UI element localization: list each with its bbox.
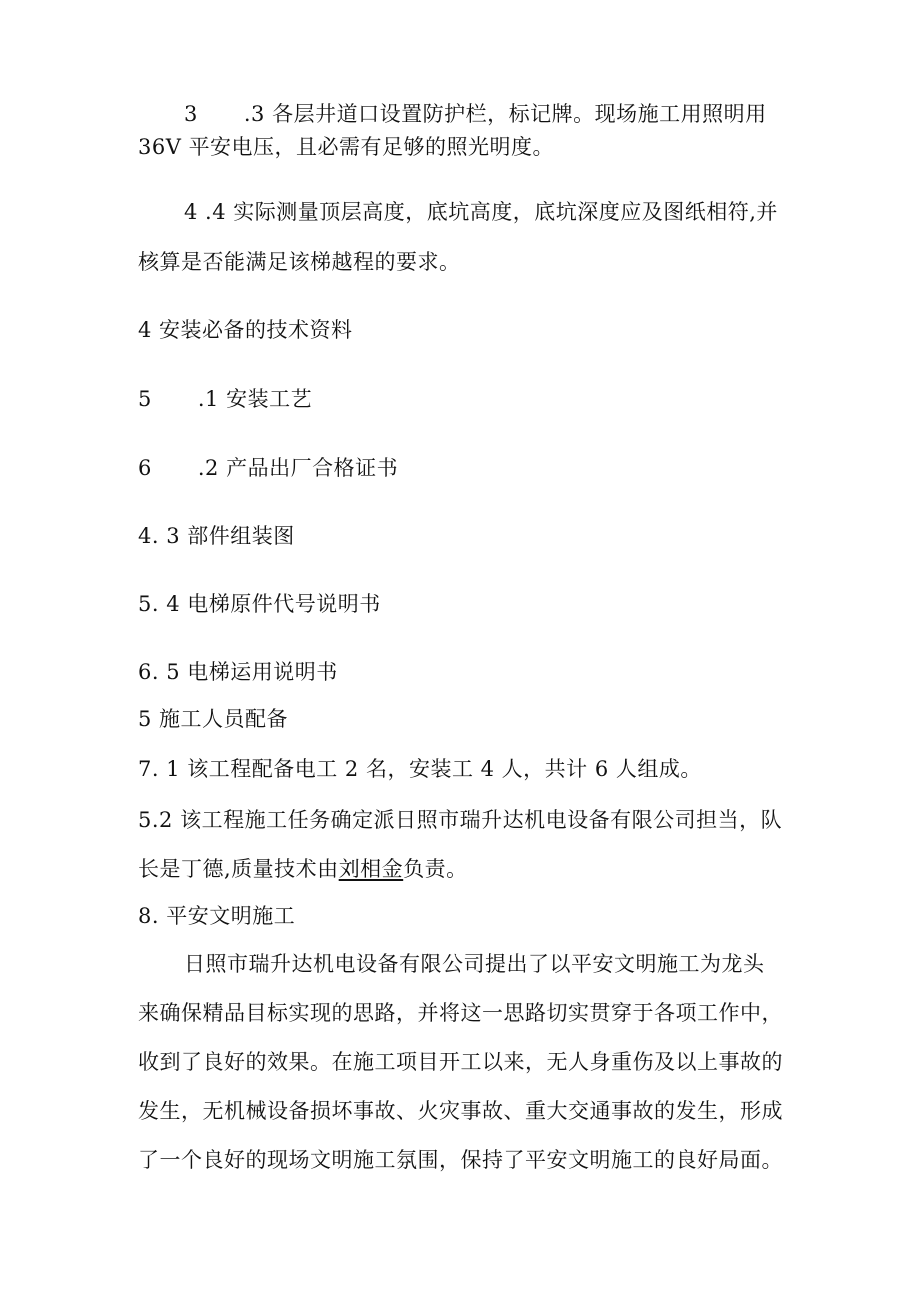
final-paragraph-line-1: 日照市瑞升达机电设备有限公司提出了以平安文明施工为龙头 bbox=[184, 952, 765, 976]
paragraph-text: 负责。 bbox=[403, 857, 468, 881]
section-number: 3 bbox=[184, 102, 198, 126]
list-item-5-2-line-1: 5.2 该工程施工任务确定派日照市瑞升达机电设备有限公司担当，队 bbox=[138, 808, 783, 832]
paragraph-3-3-line-2: 36V 平安电压，且必需有足够的照光明度。 bbox=[138, 135, 555, 159]
paragraph-4-4-line-1: 4 .4 实际测量顶层高度，底坑高度，底坑深度应及图纸相符,并 bbox=[184, 200, 778, 224]
section-number: 5 bbox=[138, 387, 152, 411]
section-heading-8: 8. 平安文明施工 bbox=[138, 904, 296, 928]
list-item-text: .2 产品出厂合格证书 bbox=[197, 456, 399, 480]
list-item-5-1: 7. 1 该工程配备电工 2 名，安装工 4 人，共计 6 人组成。 bbox=[138, 757, 702, 781]
paragraph-text: .3 各层井道口设置防护栏，标记牌。现场施工用照明用 bbox=[243, 102, 767, 126]
paragraph-text: 长是丁德,质量技术由 bbox=[138, 857, 339, 881]
final-paragraph-line-5: 了一个良好的现场文明施工氛围，保持了平安文明施工的良好局面。 bbox=[138, 1148, 783, 1172]
list-item-4-1 bbox=[138, 385, 312, 413]
final-paragraph-line-2: 来确保精品目标实现的思路，并将这一思路切实贯穿于各项工作中， bbox=[138, 1001, 783, 1025]
final-paragraph-line-3: 收到了良好的效果。在施工项目开工以来，无人身重伤及以上事故的 bbox=[138, 1050, 783, 1074]
list-item-4-5: 6. 5 电梯运用说明书 bbox=[138, 660, 338, 684]
paragraph-4-4-line-2: 核算是否能满足该梯越程的要求。 bbox=[138, 250, 461, 274]
list-item-5-2-line-2 bbox=[138, 855, 468, 883]
person-name: 刘相金 bbox=[338, 857, 404, 881]
list-item-4-4: 5. 4 电梯原件代号说明书 bbox=[138, 592, 381, 616]
list-item-4-2 bbox=[138, 454, 398, 482]
section-number: 6 bbox=[138, 456, 152, 480]
paragraph-3-3-line-1 bbox=[184, 100, 767, 128]
section-heading-5: 5 施工人员配备 bbox=[138, 707, 289, 731]
list-item-text: .1 安装工艺 bbox=[197, 387, 313, 411]
section-heading-4: 4 安装必备的技术资料 bbox=[138, 318, 353, 342]
final-paragraph-line-4: 发生，无机械设备损坏事故、火灾事故、重大交通事故的发生，形成 bbox=[138, 1099, 783, 1123]
list-item-4-3: 4. 3 部件组装图 bbox=[138, 524, 295, 548]
